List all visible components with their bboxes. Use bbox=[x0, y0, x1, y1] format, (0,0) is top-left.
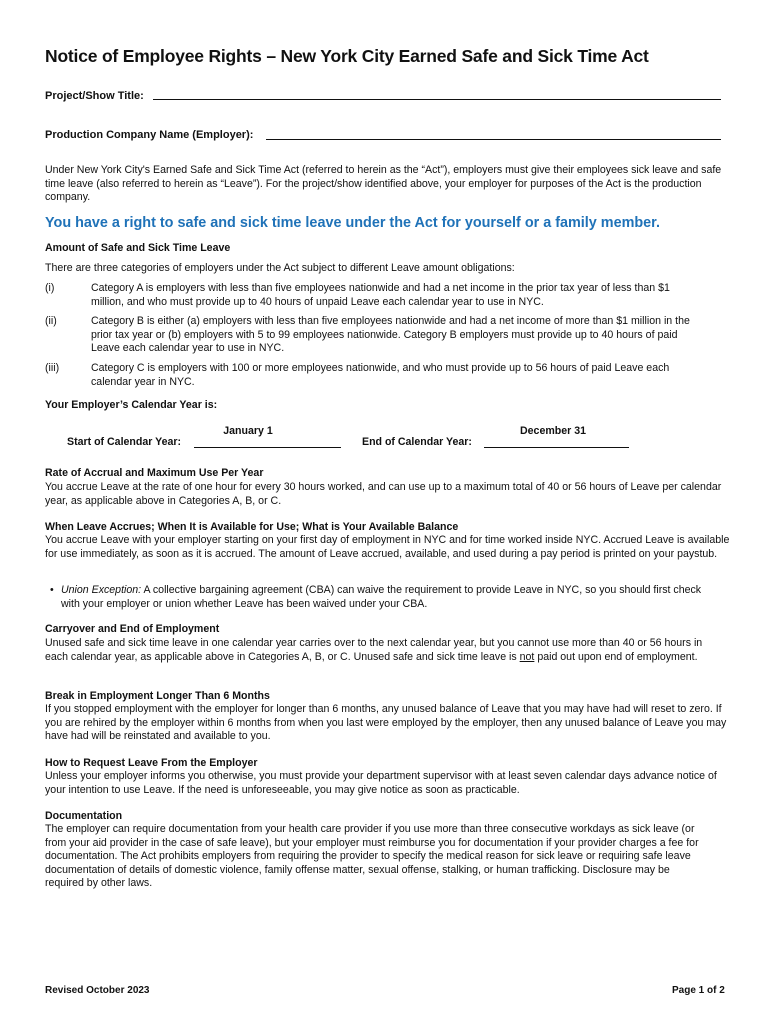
request-text: Unless your employer informs you otherwise, you must provide your department supervisor with at least seven calendar days advance notice of your intention to use Leave. If the need is unforeseeable, you may give notice as soon as practicable. bbox=[45, 770, 717, 796]
list-item-number: (iii) bbox=[45, 362, 60, 374]
list-item-number: (i) bbox=[45, 282, 55, 294]
documentation-heading: Documentation bbox=[45, 810, 123, 822]
project-title-label: Project/Show Title: bbox=[45, 90, 144, 102]
accrual-heading: Rate of Accrual and Maximum Use Per Year bbox=[45, 467, 264, 479]
calendar-end-label: End of Calendar Year: bbox=[362, 436, 472, 448]
calendar-end-field[interactable] bbox=[484, 447, 629, 448]
revised-date: Revised October 2023 bbox=[45, 985, 150, 996]
calendar-start-value: January 1 bbox=[223, 425, 273, 437]
list-item-text: Category A is employers with less than five employees nationwide and had a net income in the prior tax year of less than $1 million, and who must provide up to 40 hours of unpaid Leave each calendar year to use in NYC. bbox=[91, 282, 670, 308]
carryover-text-before: Unused safe and sick time leave in one calendar year carries over to the next calendar year, but you cannot use more than 40 or 56 hours in each calendar year, as applicable above in Categories A, B, or C. Unused safe and sick time leave is bbox=[45, 637, 703, 663]
accrual-text: You accrue Leave at the rate of one hour for every 30 hours worked, and can use up to a maximum total of 40 or 56 hours of Leave per calendar year, as applicable above in Categories A, B, or C. bbox=[45, 481, 722, 507]
union-exception-text: A collective bargaining agreement (CBA) can waive the requirement to provide Leave in NYC, so you should first check with your employer or union whether Leave has been waived under your CBA. bbox=[61, 584, 702, 610]
project-title-field[interactable] bbox=[153, 99, 721, 100]
carryover-text-after: paid out upon end of employment. bbox=[534, 650, 698, 663]
calendar-heading: Your Employer’s Calendar Year is: bbox=[45, 399, 218, 411]
carryover-heading: Carryover and End of Employment bbox=[45, 623, 220, 635]
break-heading: Break in Employment Longer Than 6 Months bbox=[45, 690, 270, 702]
company-name-field[interactable] bbox=[266, 139, 721, 140]
carryover-not: not bbox=[519, 650, 535, 663]
calendar-start-field[interactable] bbox=[194, 447, 341, 448]
amount-heading: Amount of Safe and Sick Time Leave bbox=[45, 242, 231, 254]
bullet-text bbox=[61, 584, 721, 611]
break-text: If you stopped employment with the employer for longer than 6 months, any unused balance of Leave that you may have had will reset to zero. If you are rehired by the employer within 6 months from when you last were employed by the employer, then any unused balance of Leave you may have had will be reinstated and available to you. bbox=[45, 703, 727, 743]
list-item-text: Category C is employers with 100 or more employees nationwide, and who must provide up to 56 hours of paid Leave each calendar year in NYC. bbox=[91, 362, 670, 388]
page-number: Page 1 of 2 bbox=[672, 985, 725, 996]
carryover-text bbox=[45, 637, 725, 664]
when-text: You accrue Leave with your employer starting on your first day of employment in NYC and for time worked inside NYC. Accrued Leave is available for use immediately, as soon as it is accrued. The amount of Leave accrued, available, and used during a pay period is printed on your paystub. bbox=[45, 534, 730, 560]
company-name-label: Production Company Name (Employer): bbox=[45, 129, 254, 141]
documentation-text: The employer can require documentation from your health care provider if you use more than three consecutive workdays as sick leave (or from your aid provider in the case of safe leave), but your employer must reimburse you for documentation if your provider charges a fee for documentation. The Act prohibits employers from requiring the provider to specify the medical reason for sick leave or requiring safe leave documentation of details of domestic violence, family offense matter, sexual offense, stalking, or human trafficking. Disclosure may be required by other laws. bbox=[45, 823, 699, 890]
union-exception-label: Union Exception: bbox=[61, 584, 142, 596]
calendar-end-value: December 31 bbox=[520, 425, 586, 437]
request-heading: How to Request Leave From the Employer bbox=[45, 757, 258, 769]
bullet-icon: • bbox=[50, 584, 54, 596]
list-item-number: (ii) bbox=[45, 315, 57, 327]
calendar-start-label: Start of Calendar Year: bbox=[67, 436, 182, 448]
intro-paragraph: Under New York City's Earned Safe and Sick Time Act (referred to herein as the “Act”), employers must give their employees sick leave and safe time leave (also referred to herein as “Leave”). For the project/show identified above, your employer for purposes of the Act is the production company. bbox=[45, 164, 722, 204]
amount-intro: There are three categories of employers under the Act subject to different Leave amount obligations: bbox=[45, 262, 515, 274]
page-title: Notice of Employee Rights – New York City Earned Safe and Sick Time Act bbox=[45, 46, 649, 66]
when-heading: When Leave Accrues; When It is Available for Use; What is Your Available Balance bbox=[45, 521, 459, 533]
rights-heading: You have a right to safe and sick time leave under the Act for yourself or a family member. bbox=[45, 215, 660, 231]
list-item-text: Category B is either (a) employers with less than five employees nationwide and had a net income of more than $1 million in the prior tax year or (b) employers with 5 to 99 employees nationwide. Category B employers must provide up to 40 hours of paid Leave each calendar year to use in NYC. bbox=[91, 315, 690, 355]
